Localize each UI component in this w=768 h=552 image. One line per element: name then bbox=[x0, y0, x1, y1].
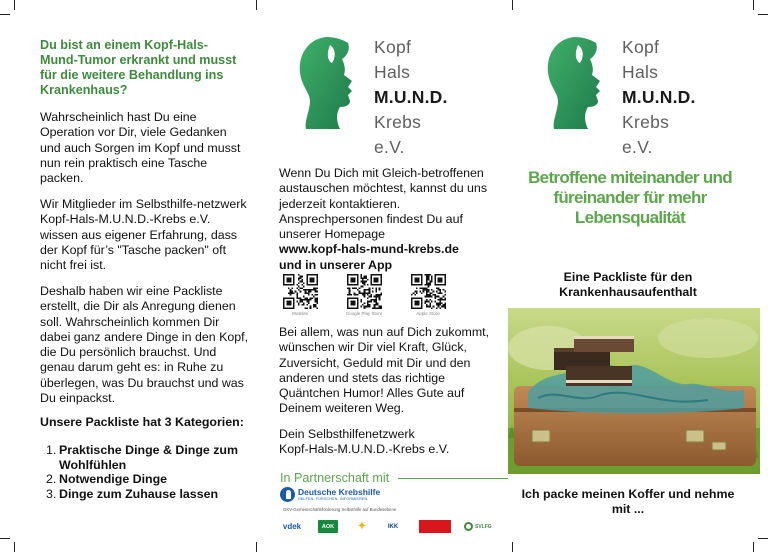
lead-question: Du bist an einem Kopf-Hals-Mund-Tumor erkrankt und musst für die weitere Behandlung ins Krankenhaus? bbox=[40, 38, 237, 97]
category-label: Dinge zum Zuhause lassen bbox=[59, 486, 219, 501]
gkv-funding-note: GKV-Gemeinschaftsförderung Selbsthilfe auf Bundesebene bbox=[283, 507, 397, 512]
svlfg-label: SVLFG bbox=[475, 523, 492, 530]
logo-line: Kopf bbox=[622, 37, 660, 57]
head-profile-logo-icon bbox=[544, 35, 614, 131]
cover-subheadline: Eine Packliste für den Krankenhausaufenthalt bbox=[559, 270, 697, 300]
category-label: Notwendige Dinge bbox=[59, 472, 168, 487]
logo-line: Hals bbox=[374, 62, 411, 82]
vdek-logo: vdek bbox=[282, 522, 302, 531]
suitcase-on-grass-photo bbox=[508, 308, 760, 474]
category-number: 2. bbox=[46, 472, 57, 487]
qr-caption: Apple Store bbox=[416, 311, 440, 316]
logo-line: M.U.N.D. bbox=[374, 87, 448, 107]
cover-headline: Betroffene miteinander und füreinander für mehr Lebensqualität bbox=[528, 168, 732, 227]
signoff-line: Dein Selbsthilfenetzwerk bbox=[279, 427, 415, 441]
contact-text: Wenn Du Dich mit Gleich-betroffenen austauschen möchtest, kannst du uns jederzeit kontaktieren. Ansprechpersonen findest Du auf unserer Homepage bbox=[279, 166, 488, 242]
krebshilfe-icon bbox=[280, 487, 295, 502]
aok-logo: AOK bbox=[318, 520, 338, 533]
logo-line: M.U.N.D. bbox=[622, 87, 696, 107]
partner-name: Deutsche Krebshilfe bbox=[298, 487, 381, 497]
qr-code[interactable] bbox=[408, 274, 448, 316]
krankenkasse-logo bbox=[419, 520, 451, 533]
wishes-paragraph: Bei allem, was nun auf Dich zukommt, wünschen wir Dir viel Kraft, Glück, Zuversicht, Geduld mit Dir und den anderen und stets das richtige Quäntchen Humor! Alles Gute auf Deinem weiteren Weg. bbox=[279, 325, 490, 416]
logo-line: Krebs e.V. bbox=[374, 112, 422, 157]
category-item bbox=[46, 443, 256, 472]
logo-line: Kopf bbox=[374, 37, 412, 57]
svlfg-icon bbox=[464, 522, 473, 531]
signoff-line: Kopf-Hals-M.U.N.D.-Krebs e.V. bbox=[279, 442, 450, 457]
contact-block bbox=[279, 166, 494, 273]
logo-wordmark bbox=[374, 35, 448, 160]
svlfg-logo bbox=[464, 520, 494, 533]
category-label: Praktische Dinge & Dinge zum Wohlfühlen bbox=[59, 443, 239, 472]
category-item bbox=[46, 472, 256, 487]
logo-wordmark bbox=[622, 35, 696, 160]
network-paragraph: Wir Mitglieder im Selbsthilfe-netzwerk Kopf-Hals-M.U.N.D.-Krebs e.V. wissen aus eigener Erfahrung, dass der Kopf für’s "Tasche packen" oft nicht frei ist. bbox=[40, 197, 247, 273]
qr-code-icon bbox=[347, 274, 382, 309]
head-profile-logo-icon bbox=[296, 35, 366, 131]
partner-heading: In Partnerschaft mit bbox=[280, 471, 390, 485]
cover-closing-line: Ich packe meinen Koffer und nehme mit ... bbox=[521, 487, 735, 517]
packlist-paragraph: Deshalb haben wir eine Packliste erstellt, die Dir als Anregung dienen soll. Wahrscheinlich kommen Dir dabei ganz andere Dinge in den Kopf, die Du persönlich brauchst. Und genau darum geht es: in Ruhe zu überlegen, was Du brauchst und was Du einpackst. bbox=[40, 284, 249, 406]
qr-code-icon bbox=[411, 274, 446, 309]
deutsche-krebshilfe-logo bbox=[280, 487, 380, 502]
signoff bbox=[279, 427, 494, 458]
qr-code[interactable] bbox=[344, 274, 384, 316]
category-number: 1. bbox=[46, 443, 57, 457]
qr-caption: Google Play Store bbox=[345, 311, 383, 316]
logo-line: Krebs e.V. bbox=[622, 112, 670, 157]
knappschaft-logo-icon: ✦ bbox=[357, 521, 367, 532]
website-link[interactable]: www.kopf-hals-mund-krebs.de bbox=[279, 242, 459, 257]
qr-code[interactable] bbox=[280, 274, 320, 316]
category-item bbox=[46, 487, 256, 502]
categories-heading: Unsere Packliste hat 3 Kategorien: bbox=[40, 415, 244, 429]
sponsor-logos bbox=[281, 519, 511, 535]
intro-paragraph: Wahrscheinlich hast Du eine Operation vor Dir, viele Gedanken und auch Sorgen im Kopf und musst nun rein praktisch eine Tasche packen. bbox=[40, 110, 241, 186]
ikk-logo: IKK bbox=[387, 523, 399, 530]
category-number: 3. bbox=[46, 486, 57, 501]
app-text: und in unserer App bbox=[279, 257, 393, 272]
qr-caption: Website bbox=[291, 311, 309, 316]
categories-list bbox=[46, 443, 256, 501]
partner-tagline: HELFEN. FORSCHEN. INFORMIEREN. bbox=[298, 497, 369, 501]
qr-code-icon bbox=[283, 274, 318, 309]
partner-divider bbox=[398, 478, 508, 479]
logo-line: Hals bbox=[622, 62, 659, 82]
qr-code-row bbox=[280, 274, 460, 324]
